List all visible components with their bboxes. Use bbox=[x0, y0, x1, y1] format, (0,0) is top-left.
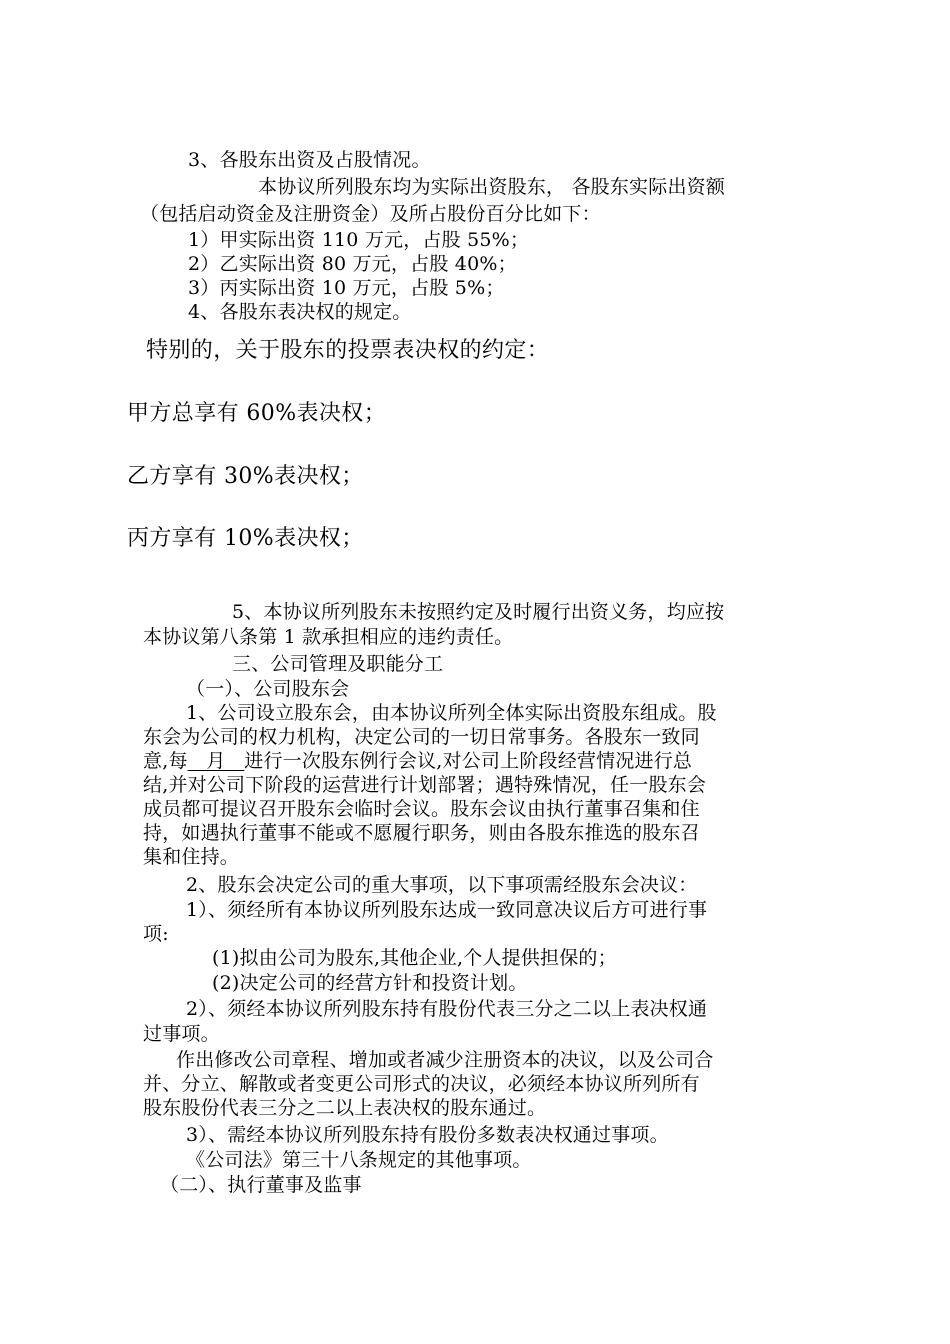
capital-item-2: 2）乙实际出资 80 万元，占股 40%； bbox=[188, 253, 517, 275]
two-thirds-detail-line3: 股东股份代表三分之二以上表决权的股东通过。 bbox=[143, 1097, 547, 1119]
paragraph-2-1-line2: 项: bbox=[143, 923, 169, 945]
paragraph-2-2-line2: 过事项。 bbox=[143, 1023, 220, 1045]
section-5-line2: 本协议第八条第 1 款承担相应的违约责任。 bbox=[143, 626, 514, 648]
two-thirds-detail-line2: 并、分立、解散或者变更公司形式的决议，必须经本协议所列所有 bbox=[143, 1073, 700, 1095]
subsection-1-title: （一）、公司股东会 bbox=[186, 678, 350, 700]
paragraph-1-line5: 成员都可提议召开股东会临时会议。股东会议由执行董事召集和住 bbox=[143, 798, 700, 820]
paragraph-2-1-line1: 1）、须经所有本协议所列股东达成一致同意决议后方可进行事 bbox=[186, 899, 708, 921]
paragraph-2: 2、股东会决定公司的重大事项，以下事项需经股东会决议： bbox=[186, 874, 698, 896]
paragraph-1-line7: 集和住持。 bbox=[143, 846, 240, 868]
paragraph-2-4: 《公司法》第三十八条规定的其他事项。 bbox=[186, 1149, 532, 1171]
special-voting-note: 特别的，关于股东的投票表决权的约定： bbox=[146, 338, 550, 363]
vote-share-jia: 甲方总享有 60%表决权； bbox=[127, 401, 387, 426]
paragraph-1-line4: 结,并对公司下阶段的运营进行计划部署；遇特殊情况，任一股东会 bbox=[143, 774, 707, 796]
chapter-3-title: 三、公司管理及职能分工 bbox=[232, 653, 444, 675]
paragraph-2-3: 3）、需经本协议所列股东持有股份多数表决权通过事项。 bbox=[186, 1124, 669, 1146]
paragraph-1-line6: 持，如遇执行董事不能或不愿履行职务，则由各股东推选的股东召 bbox=[143, 822, 700, 844]
section-5-line1: 5、本协议所列股东未按照约定及时履行出资义务，均应按 bbox=[232, 601, 725, 623]
capital-item-1: 1）甲实际出资 110 万元，占股 55%； bbox=[188, 229, 530, 251]
subsection-2-title: （二）、执行董事及监事 bbox=[160, 1174, 362, 1196]
meeting-frequency-blank: 月 bbox=[187, 750, 245, 772]
section-3-heading: 3、各股东出资及占股情况。 bbox=[188, 149, 431, 171]
capital-item-3: 3）丙实际出资 10 万元，占股 5%； bbox=[188, 277, 505, 299]
unanimous-item-1: (1)拟由公司为股东,其他企业,个人提供担保的； bbox=[212, 947, 617, 969]
section-4-heading: 4、各股东表决权的规定。 bbox=[188, 301, 412, 323]
meeting-frequency-prefix: 意,每 bbox=[143, 750, 188, 772]
paragraph-1-line3 bbox=[143, 749, 692, 773]
paragraph-1-line2: 东会为公司的权力机构，决定公司的一切日常事务。各股东一致同 bbox=[143, 726, 700, 748]
paragraph-2-2-line1: 2）、须经本协议所列股东持有股份代表三分之二以上表决权通 bbox=[186, 998, 708, 1020]
vote-share-bing: 丙方享有 10%表决权； bbox=[127, 526, 364, 551]
vote-share-yi: 乙方享有 30%表决权； bbox=[127, 464, 364, 489]
paragraph-1-line1: 1、公司设立股东会，由本协议所列全体实际出资股东组成。股 bbox=[186, 702, 717, 724]
two-thirds-detail-line1: 作出修改公司章程、增加或者减少注册资本的决议，以及公司合 bbox=[176, 1049, 714, 1071]
section-3-intro-line1: 本协议所列股东均为实际出资股东， 各股东实际出资额 bbox=[258, 176, 726, 198]
meeting-frequency-suffix: 进行一次股东例行会议,对公司上阶段经营情况进行总 bbox=[244, 750, 693, 772]
section-3-intro-line2: （包括启动资金及注册资金）及所占股份百分比如下： bbox=[140, 203, 601, 225]
unanimous-item-2: (2)决定公司的经营方针和投资计划。 bbox=[212, 972, 528, 994]
